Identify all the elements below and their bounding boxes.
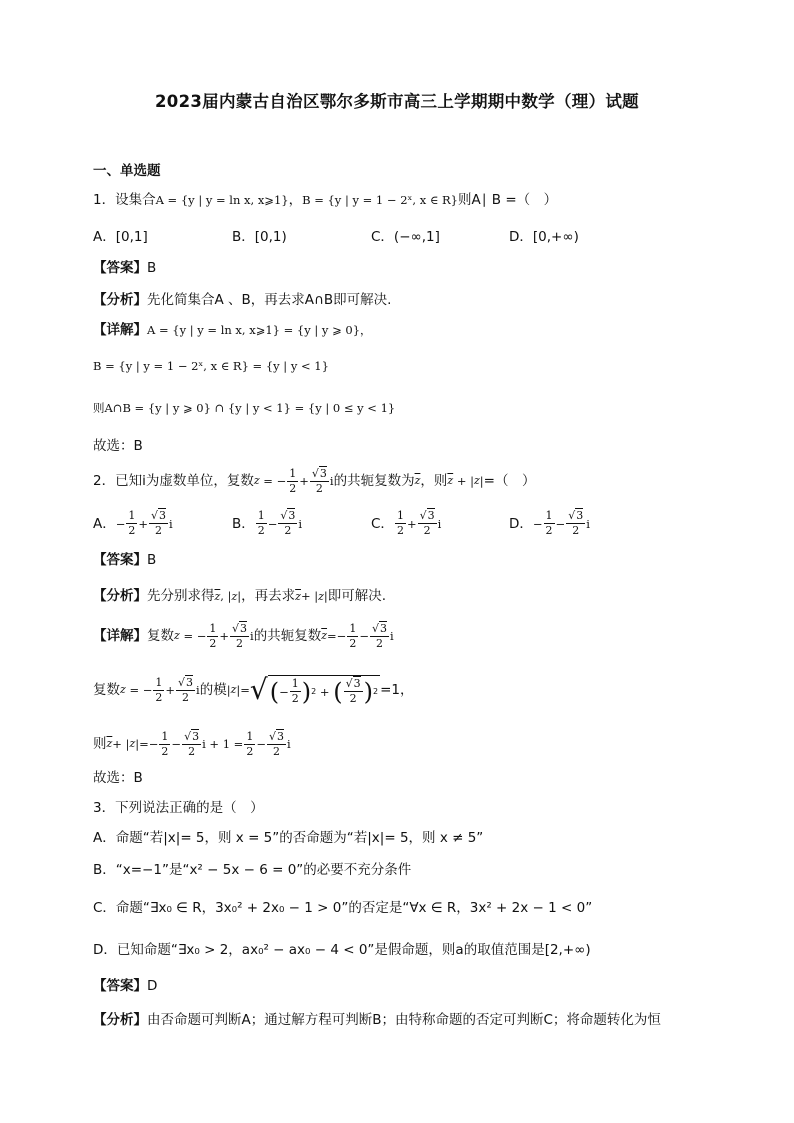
q1-option-d: D．[0,+∞) [509, 229, 579, 245]
q1-detail-2: B = {y | y = 1 − 2ˣ, x ∈ R} = {y | y < 1} [93, 359, 329, 373]
q2-stem: 2．已知i为虚数单位，复数 z = − $\frac{1}{2}$ + √ $\frac{3}{2}$ i 的共轭复数为 $\overline{z}$ ，则 $\overline{z}$ + | z | =（ ） [93, 466, 535, 496]
q2-options [93, 510, 713, 542]
q1-detail-1: 【详解】A = {y | y = ln x, x⩾1} = {y | y ⩾ 0}， [93, 322, 372, 338]
q2-option-a: A． − $\frac{1}{2}$ + √ $\frac{3}{2}$ i [93, 510, 173, 537]
page-title: 2023届内蒙古自治区鄂尔多斯市高三上学期期中数学（理）试题 [155, 92, 639, 111]
q2-option-c: C． $\frac{1}{2}$ + √ $\frac{3}{2}$ i [371, 510, 441, 537]
q2-detail-1: 【详解】 复数 z = − $\frac{1}{2}$ + √ $\frac{3}{2}$ i 的共轭复数 $\overline{z}$ =− $\frac{1}{2}$ − √ $\frac{3}{2}$ i [93, 620, 394, 652]
q2-detail-final: 则 $\overline{z}$ + | z |=− $\frac{1}{2}$ − √ $\frac{3}{2}$ i + 1 = $\frac{1}{2}$ − √ $\frac{3}{2}$ i [93, 728, 291, 760]
q3-option-a: A．命题“若|x|= 5，则 x = 5”的否命题为“若|x|= 5，则 x ≠ 5” [93, 830, 484, 846]
q1-option-b: B．[0,1) [232, 229, 287, 245]
q2-detail-modulus: 复数 z = − $\frac{1}{2}$ + √ $\frac{3}{2}$ i 的模 | z |= √ ( − $\frac{1}{2}$ ) 2 + ( √ $\frac{3}{2}$ ) 2 =1， [93, 670, 413, 710]
q1-option-c: C．(−∞,1] [371, 229, 440, 245]
q3-stem: 3．下列说法正确的是（ ） [93, 800, 264, 816]
q3-answer: 【答案】D [93, 978, 158, 994]
q2-answer: 【答案】B [93, 552, 157, 568]
q2-conclusion: 故选：B [93, 770, 143, 786]
q2-analysis: 【分析】先分别求得$\overline{z}$, |z|，再去求$\overline{z}+ |z|$即可解决. [93, 588, 387, 604]
q3-option-c: C．命题“∃x₀ ∈ R，3x₀² + 2x₀ − 1 > 0”的否定是“∀x ∈ R，3x² + 2x − 1 < 0” [93, 900, 593, 916]
q2-option-d: D． − $\frac{1}{2}$ − √ $\frac{3}{2}$ i [509, 510, 590, 537]
section-heading: 一、单选题 [93, 163, 161, 179]
q1-answer: 【答案】B [93, 260, 157, 276]
q3-option-b: B．“x=−1”是“x² − 5x − 6 = 0”的必要不充分条件 [93, 862, 412, 878]
q1-options [93, 227, 713, 247]
q1-conclusion: 故选：B [93, 438, 143, 454]
q1-stem: 1．设集合A = {y | y = ln x, x⩾1}，B = {y | y = 1 − 2ˣ, x ∈ R}则A∣ B =（ ） [93, 192, 558, 208]
q1-option-a: A．[0,1] [93, 229, 148, 245]
q3-analysis: 【分析】由否命题可判断A；通过解方程可判断B；由特称命题的否定可判断C；将命题转化为恒 [93, 1012, 661, 1028]
q1-analysis: 【分析】先化简集合A 、B，再去求A∩B即可解决. [93, 292, 392, 308]
q1-detail-3: 则A∩B = {y | y ⩾ 0} ∩ {y | y < 1} = {y | 0 ≤ y < 1} [93, 401, 396, 415]
q2-option-b: B． $\frac{1}{2}$ − √ $\frac{3}{2}$ i [232, 510, 302, 537]
q3-option-d: D．已知命题“∃x₀ > 2，ax₀² − ax₀ − 4 < 0”是假命题，则a的取值范围是[2,+∞) [93, 942, 591, 958]
